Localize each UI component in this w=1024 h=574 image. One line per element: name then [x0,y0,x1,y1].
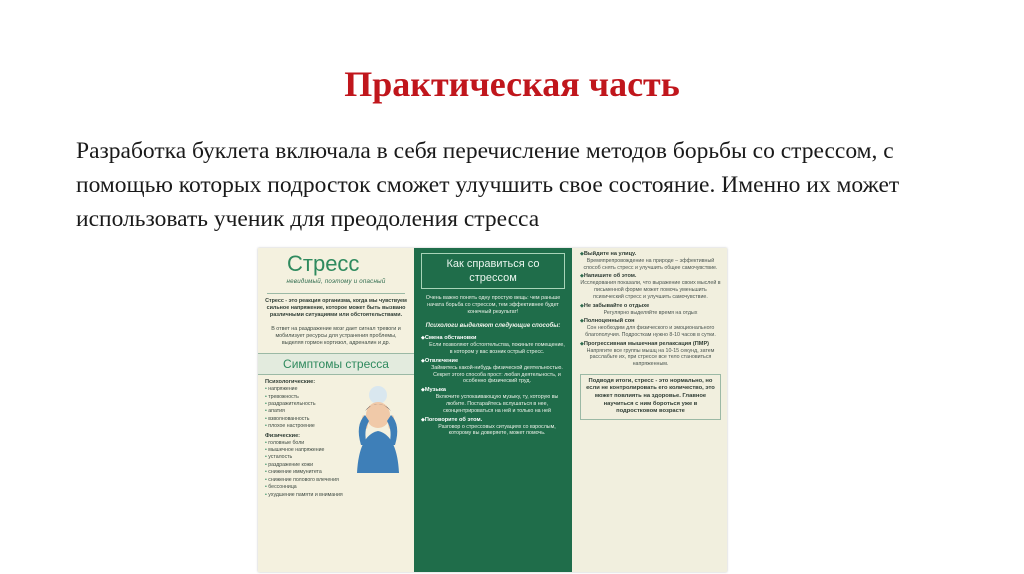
tip-text: Исследования показали, что выражение своих мыслей в письменной форме может помочь уменьшить психический стресс и улучшить самочувствие. [580,280,721,300]
method-heading: ◆ Музыка [421,387,565,394]
method-text: Если позволяют обстоятельства, покиньте помещение, в котором у вас возник острый стресс. [429,342,565,355]
list-item: • взволнованность [265,416,407,423]
list-item: • бессонница [265,484,407,491]
booklet-stress-title: Стресс [287,251,360,276]
method-heading: ◆ Поговорите об этом. [421,417,565,424]
tip-heading: ◆ Напишите об этом. [580,273,721,280]
booklet-column-tips [572,248,727,572]
list-item: • мышечное напряжение [265,447,407,454]
tip-text: Напрягите все группы мышц на 10-15 секунд, затем расслабьте их, при стрессе все тело становиться напряженным. [586,347,715,368]
coping-intro: Очень важно понять одну простую вещь: чем раньше начата борьба со стрессом, тем эффективнее будет конечный результат! [425,295,561,316]
list-item: • напряжение [265,386,407,393]
list-item: • раздражительность [265,401,407,408]
list-item: • раздражение кожи [265,462,407,469]
tip-text: Сон необходим для физического и эмоционального благополучия. Подросткам нужно 8-10 часов в сутки. [585,325,716,338]
methods-heading: Психологи выделяют следующие способы: [425,322,561,329]
method-text: Займитесь какой-нибудь физической деятельностью. Секрет этого способа прост: любая деятельность, и особенно физический труд. [431,364,563,385]
psych-symptoms-heading: Психологические: [265,379,316,386]
tip-heading: ◆ Полноценный сон [580,318,721,325]
coping-title: Как справиться со стрессом [421,253,565,289]
stress-definition: Стресс - это реакция организма, когда мы чувствуем сильное напряжение, которое может быть вызвано различными ситуациями или обстоятельствами. [265,298,407,319]
list-item: • апатия [265,408,407,415]
phys-symptoms-heading: Физические: [265,432,301,439]
method-heading: ◆ Отвлечение [421,358,565,365]
list-item: • ухудшение памяти и внимания [265,492,407,499]
symptoms-heading: Симптомы стресса [258,353,414,375]
booklet-stress-subtitle: невидимый, поэтому и опасный [286,278,386,285]
booklet-column-stress [258,248,414,572]
stressed-person-illustration [347,385,409,473]
tip-text: Времяпрепровождение на природе – эффективный способ снять стресс и улучшить общее самочувствие. [583,258,718,271]
list-item: • головные боли [265,440,407,447]
list-item: • плохое настроение [265,423,407,430]
tip-heading: ◆ Выйдите на улицу. [580,251,721,258]
list-item: • снижение полового влечения [265,477,407,484]
method-heading: ◆ Смена обстановки [421,335,565,342]
stress-response-text: В ответ на раздражение мозг дает сигнал тревоги и мобилизует ресурсы для устранения проблемы, выделяя гормон кортизол, адреналин и др. [271,325,401,347]
divider [267,293,405,294]
method-text: Разговор о стрессовых ситуациях со взрослым, которому вы доверяете, может помочь. [438,423,556,437]
list-item: • тревожность [265,394,407,401]
conclusion-box: Подводя итоги, стресс - это нормально, но если не контролировать его количество, это может повлиять на здоровье. Главное научиться с ним бороться уже в подростковом возрасте [580,374,721,420]
slide-title: Практическая часть [344,64,680,104]
symptoms-block [265,379,407,499]
tip-heading: ◆ Прогрессивная мышечная релаксация (ПМР) [580,341,721,348]
tip-heading: ◆ Не забывайте о отдыхе [580,303,721,310]
list-item: • усталость [265,454,407,461]
method-text: Включите успокаивающую музыку, ту, которую вы любите. Постарайтесь вслушаться в нее, сконцентрироваться на ней и только на ней [435,394,559,414]
slide-body-text: Разработка буклета включала в себя перечисление методов борьбы со стрессом, с помощью которых подросток сможет улучшить свое состояние. Именно их может использовать ученик для преодоления стресса [76,138,900,232]
booklet-column-coping [414,248,572,572]
list-item: • снижение иммунитета [265,469,407,476]
tip-text: Регулярно выделяйте время на отдых [603,309,698,316]
booklet-image [258,248,727,572]
